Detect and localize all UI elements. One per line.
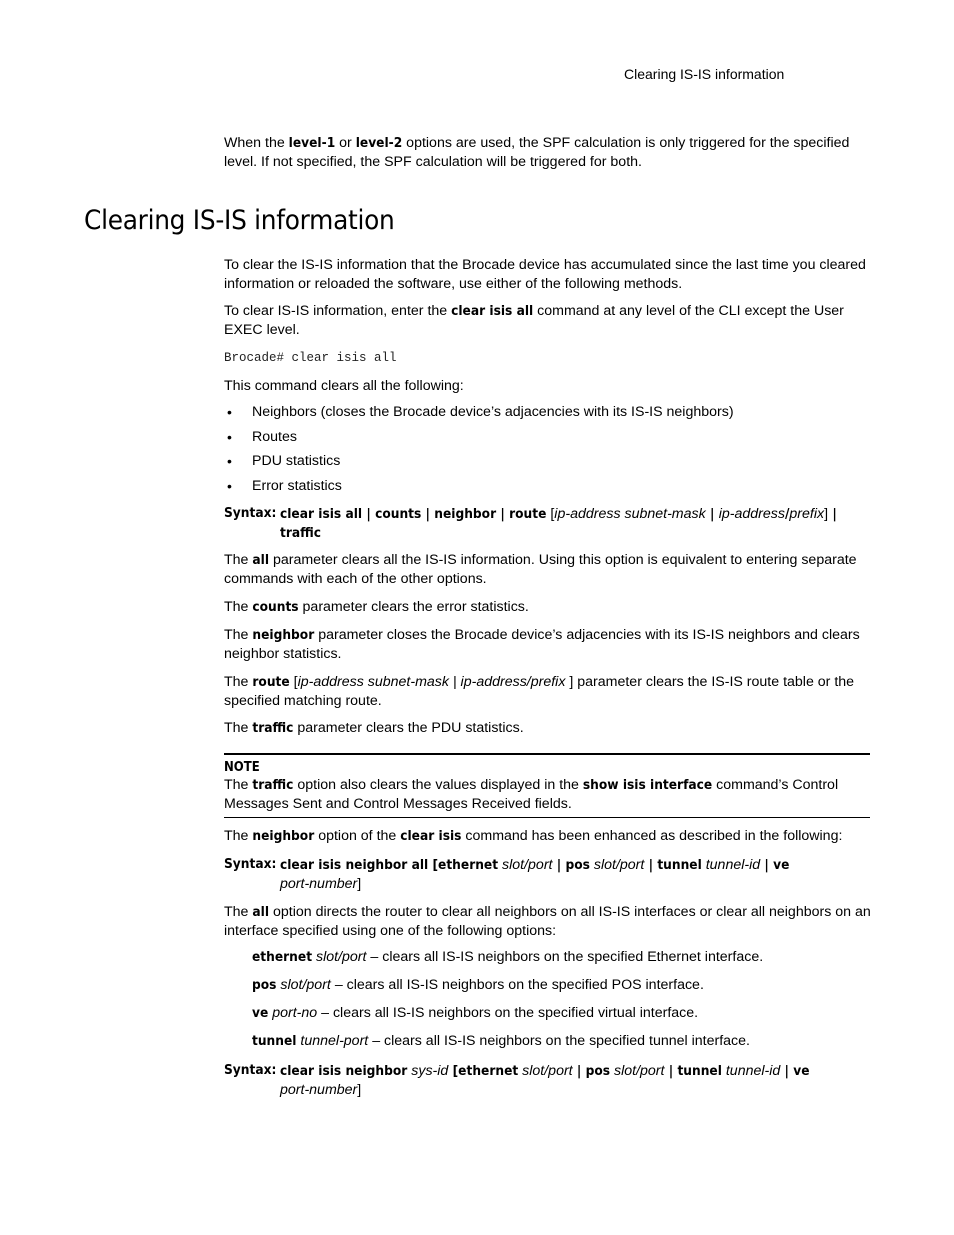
syntax-argument: tunnel-id xyxy=(721,1063,781,1079)
syntax-keyword: counts xyxy=(375,506,422,522)
argument: slot/port xyxy=(312,949,367,965)
keyword: all xyxy=(252,904,270,920)
text: [ xyxy=(289,674,298,690)
list-item-text: Error statistics xyxy=(252,478,342,494)
section-paragraph-2 xyxy=(224,302,872,340)
keyword: all xyxy=(252,552,270,568)
text: To clear IS-IS information, enter the xyxy=(224,303,452,319)
running-header: Clearing IS-IS information xyxy=(624,66,785,82)
note-top-rule xyxy=(224,753,870,755)
syntax-argument: slot/port xyxy=(589,857,645,873)
option-desc: – clears all IS-IS neighbors on the specified Ethernet interface. xyxy=(366,949,764,965)
option-tunnel xyxy=(252,1033,750,1049)
syntax-argument: port-number xyxy=(280,876,358,892)
text: The xyxy=(224,777,253,793)
text: parameter closes the Brocade device’s adjacencies with its IS-IS neighbors and clears neighbor statistics. xyxy=(224,627,860,662)
param-all xyxy=(224,551,872,589)
syntax-keyword: [ethernet xyxy=(448,1063,519,1079)
intro-paragraph xyxy=(224,134,872,172)
keyword: ethernet xyxy=(252,949,313,965)
option-ethernet xyxy=(252,949,763,965)
keyword: clear isis all xyxy=(451,303,534,319)
syntax-argument: sys-id xyxy=(407,1063,449,1079)
bracket: ] xyxy=(357,1082,362,1098)
text: option also clears the values displayed in the xyxy=(293,777,583,793)
note-bottom-rule xyxy=(224,817,870,818)
option-desc: – clears all IS-IS neighbors on the specified tunnel interface. xyxy=(368,1033,750,1049)
syntax-argument: ip-address subnet-mask xyxy=(554,506,706,522)
separator: | xyxy=(421,506,435,522)
syntax-body xyxy=(280,1062,870,1100)
list-item-text: Neighbors (closes the Brocade device’s adjacencies with its IS-IS neighbors) xyxy=(252,404,734,420)
syntax-label: Syntax: xyxy=(224,505,277,521)
argument: slot/port xyxy=(276,977,331,993)
bullet-icon: • xyxy=(227,404,232,420)
note-block xyxy=(224,758,872,814)
text: The xyxy=(224,828,253,844)
keyword: show isis interface xyxy=(582,777,713,793)
keyword: counts xyxy=(252,599,299,615)
text: The xyxy=(224,904,253,920)
text: command at any level of the CLI except the User EXEC level. xyxy=(224,303,844,338)
code-example: Brocade# clear isis all xyxy=(224,351,397,365)
syntax-keyword: clear isis neighbor xyxy=(280,1063,408,1079)
syntax-body xyxy=(280,505,870,543)
separator: | xyxy=(705,506,719,522)
keyword: ve xyxy=(252,1005,269,1021)
slash: / xyxy=(784,506,790,522)
text: The xyxy=(224,720,253,736)
param-traffic xyxy=(224,719,872,738)
text: parameter clears the error statistics. xyxy=(298,599,529,615)
text: parameter clears all the IS-IS information. Using this option is equivalent to entering separate commands with each of the other options. xyxy=(224,552,857,587)
list-item-text: PDU statistics xyxy=(252,453,341,469)
syntax-keyword: | pos xyxy=(552,857,590,873)
bullet-icon: • xyxy=(227,453,232,469)
text: parameter clears the PDU statistics. xyxy=(293,720,524,736)
syntax-argument: tunnel-id xyxy=(701,857,761,873)
keyword: traffic xyxy=(252,777,294,793)
keyword: level-1 xyxy=(288,135,336,151)
bracket: ] xyxy=(824,506,829,522)
list-item-text: Routes xyxy=(252,429,297,445)
text: This command clears all the following: xyxy=(224,378,464,394)
syntax-keyword: | ve xyxy=(780,1063,810,1079)
keyword: clear isis xyxy=(400,828,462,844)
syntax-label: Syntax: xyxy=(224,856,277,872)
keyword: level-2 xyxy=(355,135,403,151)
text: option directs the router to clear all neighbors on all IS-IS interfaces or clear all neighbors on an interface specified using one of the following options: xyxy=(224,904,871,939)
section-paragraph-1 xyxy=(224,256,872,294)
keyword: traffic xyxy=(252,720,294,736)
bracket: ] xyxy=(357,876,362,892)
param-route xyxy=(224,673,872,711)
note-label: NOTE xyxy=(224,760,260,775)
argument: port-no xyxy=(268,1005,318,1021)
keyword: neighbor xyxy=(252,828,315,844)
section-paragraph-3 xyxy=(224,377,872,396)
option-ve xyxy=(252,1005,698,1021)
keyword: pos xyxy=(252,977,277,993)
bracket: [ xyxy=(546,506,555,522)
syntax-argument: slot/port xyxy=(518,1063,573,1079)
bullet-icon: • xyxy=(227,478,232,494)
keyword: neighbor xyxy=(252,627,315,643)
keyword: route xyxy=(252,674,290,690)
text: options are used, the SPF calculation is only triggered for the specified level. If not specified, the SPF calculation will be triggered for both. xyxy=(224,135,850,170)
syntax-keyword: | tunnel xyxy=(644,857,702,873)
text: The xyxy=(224,552,253,568)
syntax-keyword: traffic xyxy=(280,525,322,541)
section-title: Clearing IS-IS information xyxy=(84,205,395,236)
syntax-keyword: | tunnel xyxy=(664,1063,722,1079)
all-option-paragraph xyxy=(224,903,872,941)
syntax-body xyxy=(280,856,870,894)
syntax-keyword: | ve xyxy=(760,857,790,873)
syntax-argument: port-number xyxy=(280,1082,358,1098)
text: The xyxy=(224,674,253,690)
bullet-icon: • xyxy=(227,429,232,445)
syntax-label: Syntax: xyxy=(224,1062,277,1078)
text: To clear the IS-IS information that the Brocade device has accumulated since the last time you cleared information or reloaded the software, use either of the following methods. xyxy=(224,257,866,292)
option-desc: – clears all IS-IS neighbors on the specified virtual interface. xyxy=(317,1005,699,1021)
syntax-keyword: neighbor xyxy=(434,506,497,522)
syntax-keyword: route xyxy=(509,506,547,522)
text: command’s Control Messages Sent and Control Messages Received fields. xyxy=(224,777,839,812)
text: ] parameter clears the IS-IS route table or the specified matching route. xyxy=(224,674,855,709)
separator: | xyxy=(362,506,376,522)
option-desc: – clears all IS-IS neighbors on the specified POS interface. xyxy=(330,977,704,993)
text: or xyxy=(335,135,356,151)
separator: | xyxy=(496,506,510,522)
syntax-keyword: clear isis neighbor all [ethernet xyxy=(280,857,499,873)
argument: tunnel-port xyxy=(296,1033,369,1049)
syntax-argument: prefix xyxy=(789,506,825,522)
neighbor-intro xyxy=(224,827,872,846)
text: When the xyxy=(224,135,289,151)
text: option of the xyxy=(314,828,401,844)
syntax-argument: slot/port xyxy=(610,1063,665,1079)
param-neighbor xyxy=(224,626,872,664)
syntax-keyword: clear isis all xyxy=(280,506,363,522)
option-pos xyxy=(252,977,704,993)
param-counts xyxy=(224,598,872,617)
separator: | xyxy=(828,506,837,522)
text: command has been enhanced as described in the following: xyxy=(461,828,843,844)
text: The xyxy=(224,627,253,643)
syntax-argument: slot/port xyxy=(498,857,553,873)
keyword: tunnel xyxy=(252,1033,297,1049)
syntax-keyword: | pos xyxy=(572,1063,611,1079)
syntax-argument: ip-address xyxy=(718,506,785,522)
text: The xyxy=(224,599,253,615)
argument: ip-address subnet-mask | ip-address/prefix xyxy=(297,674,566,690)
